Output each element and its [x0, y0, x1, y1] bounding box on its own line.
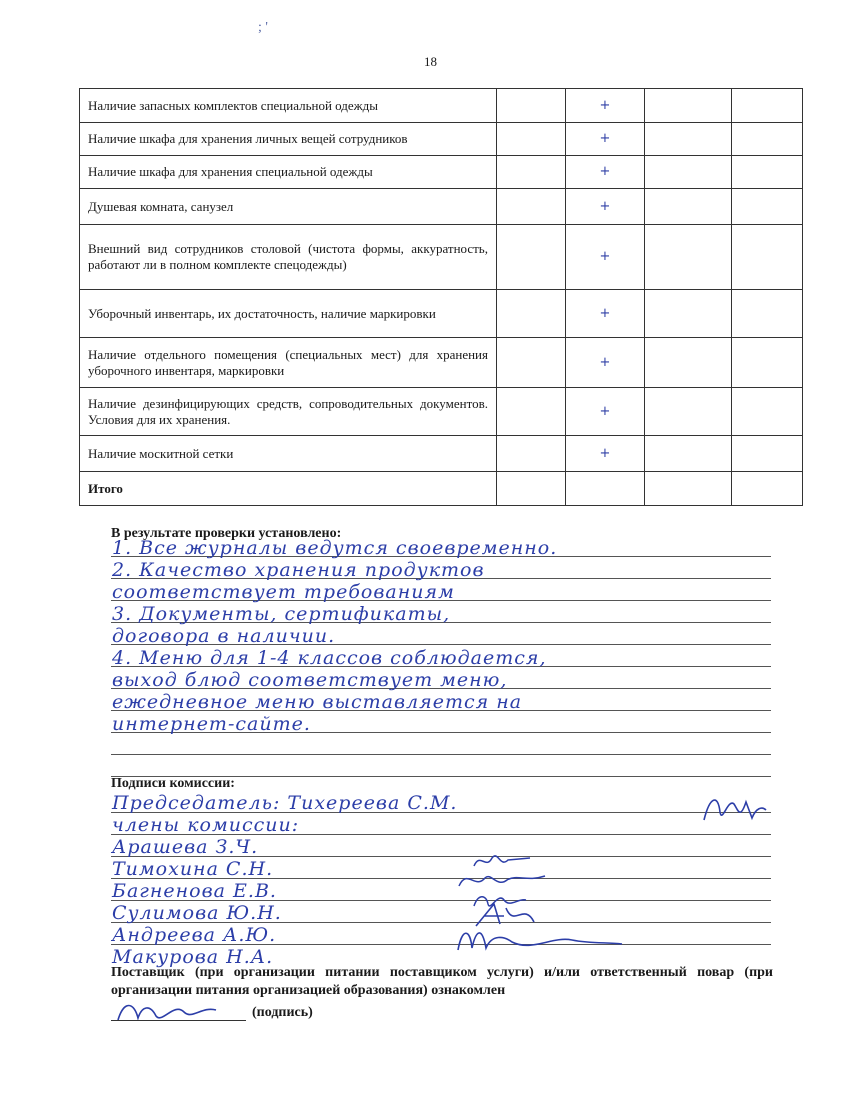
total-row: [80, 472, 803, 506]
empty-cell: [645, 156, 732, 189]
checklist-item-label: Душевая комната, санузел: [80, 189, 497, 225]
empty-cell: [497, 436, 566, 472]
table-row: [80, 123, 803, 156]
handwritten-line: Тимохина С.Н.: [112, 858, 274, 880]
checkmark: +: [566, 189, 645, 225]
supplier-acknowledgement-text: Поставщик (при организации питании поставщиком услуги) и/или ответственный повар (при организации питания организацией образования) ознакомлен: [111, 965, 773, 998]
checklist-item-label: Наличие шкафа для хранения специальной одежды: [80, 156, 497, 189]
checkmark: +: [566, 123, 645, 156]
signature-line: [111, 1020, 246, 1021]
supplier-signature: [112, 996, 222, 1026]
empty-cell: [645, 225, 732, 290]
handwritten-line: 4. Меню для 1-4 классов соблюдается,: [112, 647, 547, 669]
findings-title: В результате проверки установлено:: [111, 526, 342, 541]
table-row: [80, 189, 803, 225]
handwritten-line: Сулимова Ю.Н.: [112, 902, 282, 924]
checklist-item-label: Наличие запасных комплектов специальной одежды: [80, 89, 497, 123]
page-number: 18: [424, 54, 437, 69]
empty-cell: [645, 388, 732, 436]
empty-cell: [497, 89, 566, 123]
empty-cell: [497, 189, 566, 225]
empty-cell: [732, 156, 803, 189]
handwritten-line: Макурова Н.А.: [112, 946, 274, 968]
empty-cell: [645, 338, 732, 388]
empty-cell: [497, 472, 566, 506]
empty-cell: [732, 338, 803, 388]
chair-signature: [700, 790, 770, 826]
inspection-checklist-table: [79, 88, 803, 506]
handwritten-line: интернет-сайте.: [112, 713, 311, 735]
empty-cell: [732, 388, 803, 436]
empty-cell: [497, 225, 566, 290]
member-signature-5: [452, 922, 627, 956]
handwritten-line: 1. Все журналы ведутся своевременно.: [112, 537, 558, 559]
table-row: [80, 388, 803, 436]
checklist-item-label: Наличие дезинфицирующих средств, сопроводительных документов. Условия для их хранения.: [80, 388, 497, 436]
checklist-item-label: Наличие отдельного помещения (специальных мест) для хранения уборочного инвентаря, маркировки: [80, 338, 497, 388]
ruled-line: [111, 754, 771, 755]
empty-cell: [566, 472, 645, 506]
empty-cell: [497, 156, 566, 189]
checklist-item-label: Уборочный инвентарь, их достаточность, наличие маркировки: [80, 290, 497, 338]
handwritten-line: Багненова Е.В.: [112, 880, 277, 902]
empty-cell: [732, 225, 803, 290]
handwritten-line: Арашева З.Ч.: [112, 836, 259, 858]
empty-cell: [497, 388, 566, 436]
empty-cell: [732, 472, 803, 506]
empty-cell: [732, 189, 803, 225]
empty-cell: [645, 472, 732, 506]
checklist-item-label: Наличие шкафа для хранения личных вещей сотрудников: [80, 123, 497, 156]
empty-cell: [732, 290, 803, 338]
empty-cell: [497, 338, 566, 388]
handwritten-line: соответствует требованиям: [112, 581, 455, 603]
table-row: [80, 89, 803, 123]
empty-cell: [732, 436, 803, 472]
scan-mark: ; ': [258, 20, 268, 35]
total-label: Итого: [80, 472, 497, 506]
table-row: [80, 225, 803, 290]
signature-caption: (подпись): [252, 1005, 313, 1020]
table-row: [80, 156, 803, 189]
handwritten-line: члены комиссии:: [112, 814, 300, 836]
checkmark: +: [566, 436, 645, 472]
checklist-item-label: Наличие москитной сетки: [80, 436, 497, 472]
empty-cell: [645, 436, 732, 472]
handwritten-line: выход блюд соответствует меню,: [112, 669, 508, 691]
handwritten-line: 2. Качество хранения продуктов: [112, 559, 485, 581]
table-row: [80, 338, 803, 388]
handwritten-line: Председатель: Тихереева С.М.: [112, 792, 458, 814]
table-row: [80, 290, 803, 338]
checklist-item-label: Внешний вид сотрудников столовой (чистота формы, аккуратность, работают ли в полном комплекте спецодежды): [80, 225, 497, 290]
checkmark: +: [566, 89, 645, 123]
empty-cell: [497, 123, 566, 156]
empty-cell: [732, 123, 803, 156]
empty-cell: [645, 89, 732, 123]
empty-cell: [732, 89, 803, 123]
empty-cell: [645, 290, 732, 338]
checkmark: +: [566, 388, 645, 436]
commission-title: Подписи комиссии:: [111, 776, 235, 791]
handwritten-line: договора в наличии.: [112, 625, 336, 647]
checkmark: +: [566, 338, 645, 388]
checkmark: +: [566, 225, 645, 290]
checkmark: +: [566, 156, 645, 189]
handwritten-line: ежедневное меню выставляется на: [112, 691, 523, 713]
table-row: [80, 436, 803, 472]
handwritten-line: Андреева А.Ю.: [112, 924, 277, 946]
empty-cell: [645, 189, 732, 225]
empty-cell: [497, 290, 566, 338]
checkmark: +: [566, 290, 645, 338]
handwritten-line: 3. Документы, сертификаты,: [112, 603, 451, 625]
empty-cell: [645, 123, 732, 156]
